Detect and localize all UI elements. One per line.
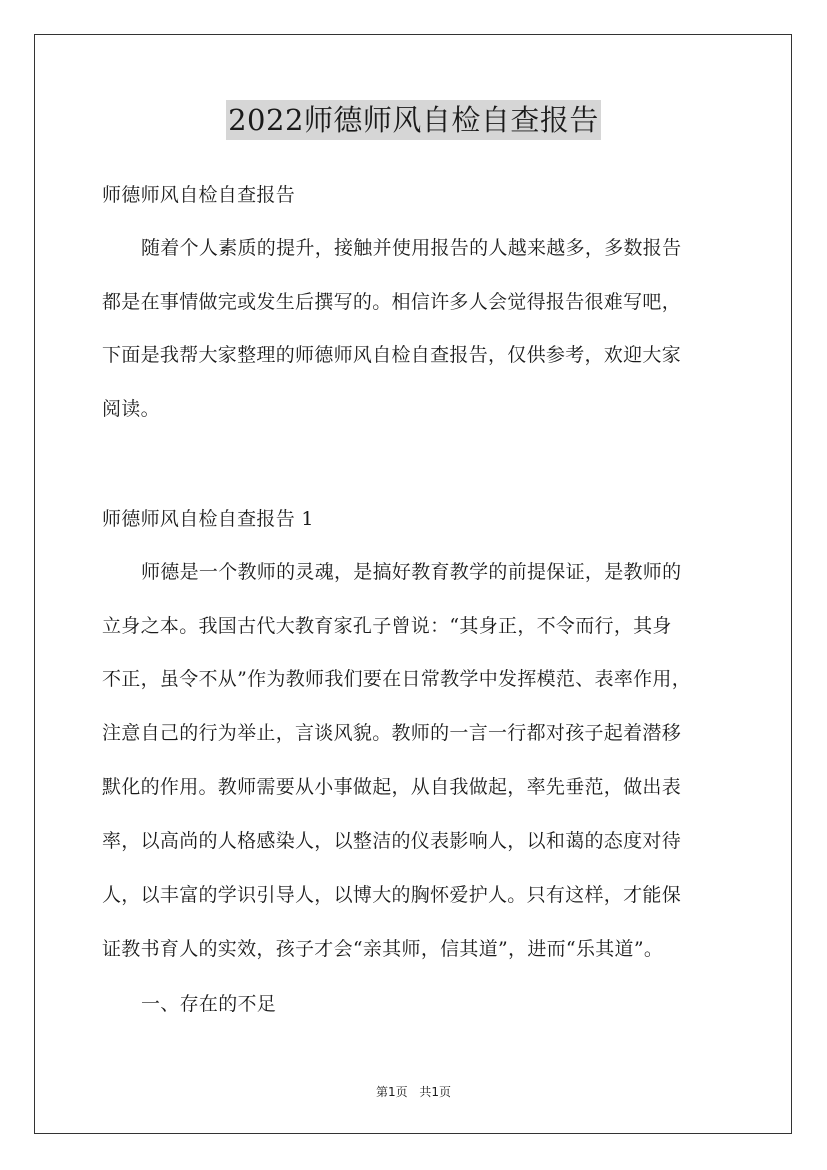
section-1-line-6: 率，以高尚的人格感染人，以整洁的仪表影响人，以和蔼的态度对待 [102,830,682,852]
intro-line-2: 都是在事情做完或发生后撰写的。相信许多人会觉得报告很难写吧， [102,291,682,313]
section-1-line-2: 立身之本。我国古代大教育家孔子曾说：“其身正，不令而行，其身 [102,615,672,637]
page-footer [0,1084,827,1100]
intro-line-3: 下面是我帮大家整理的师德师风自检自查报告，仅供参考，欢迎大家 [102,344,682,366]
section-1-line-8: 证教书育人的实效，孩子才会“亲其师，信其道”，进而“乐其道”。 [102,938,664,960]
section-1-heading: 师德师风自检自查报告 1 [102,508,314,530]
section-1-line-3: 不正，虽令不从”作为教师我们要在日常教学中发挥模范、表率作用， [102,668,692,690]
section-1-line-5: 默化的作用。教师需要从小事做起，从自我做起，率先垂范，做出表 [102,776,682,798]
document-title: 2022师德师风自检自查报告 [226,100,601,140]
intro-line-4: 阅读。 [102,398,160,420]
section-1-line-1: 师德是一个教师的灵魂，是搞好教育教学的前提保证，是教师的 [141,561,682,583]
document-subtitle: 师德师风自检自查报告 [102,184,296,206]
subsection-heading: 一、存在的不足 [141,993,277,1015]
page-total: 共1页 [419,1085,452,1099]
section-1-line-4: 注意自己的行为举止，言谈风貌。教师的一言一行都对孩子起着潜移 [102,722,682,744]
intro-line-1: 随着个人素质的提升，接触并使用报告的人越来越多，多数报告 [141,237,682,259]
title-container [0,100,827,140]
section-1-line-7: 人，以丰富的学识引导人，以博大的胸怀爱护人。只有这样，才能保 [102,884,682,906]
page-number: 第1页 [375,1085,408,1099]
